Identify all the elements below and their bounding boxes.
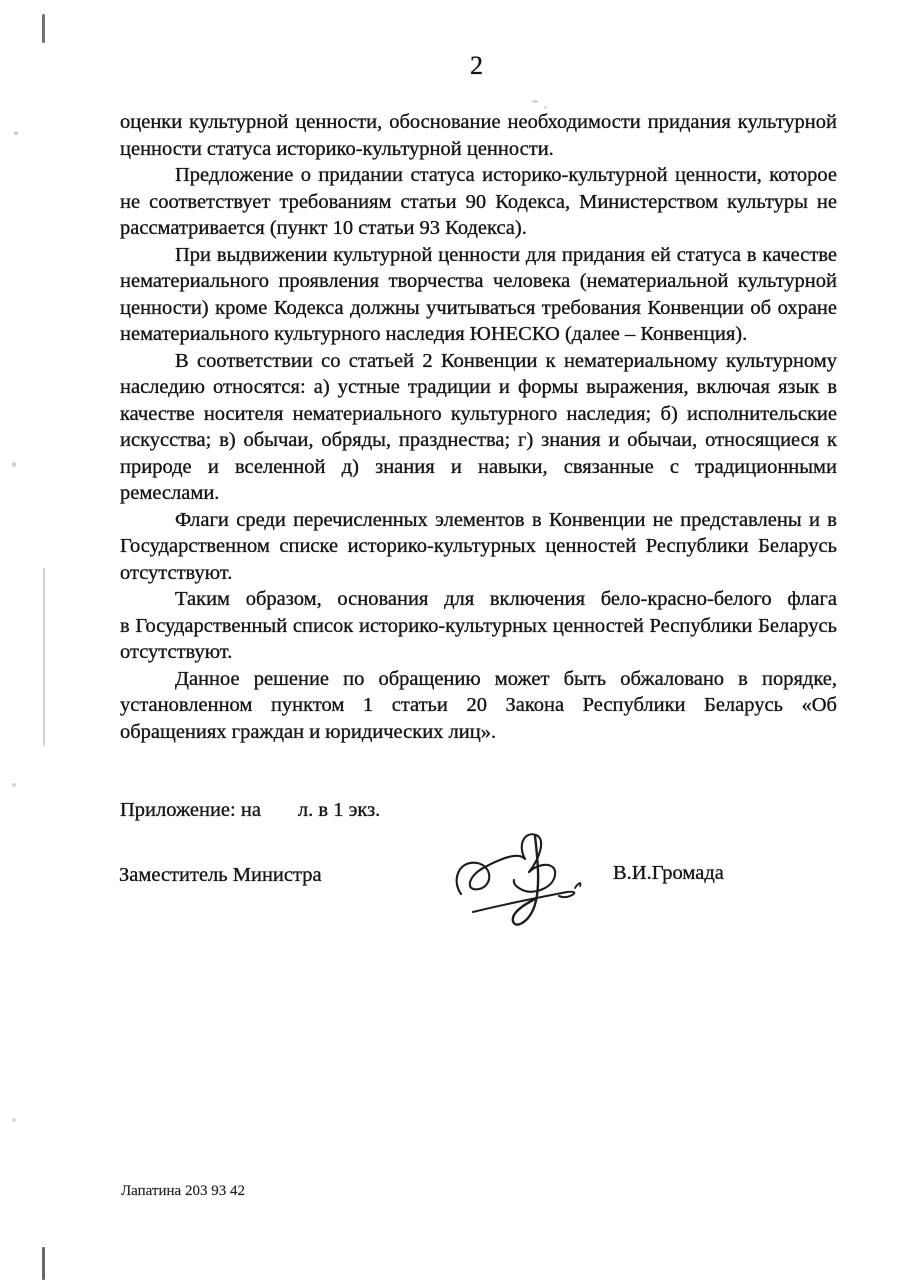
attachment-line (120, 799, 380, 822)
scan-artifact-speck (12, 783, 16, 787)
executor-contact: Лапатина 203 93 42 (121, 1183, 245, 1199)
scan-artifact-speck (12, 1118, 16, 1122)
scan-artifact-line-middle (43, 568, 45, 746)
handwritten-signature-icon (449, 830, 589, 930)
scan-artifact-speck (532, 100, 538, 103)
paragraph: Данное решение по обращению может быть обжаловано в порядке, установленном пунктом 1 статьи 20 Закона Республики Беларусь «Об обращениях граждан и юридических лиц». (120, 667, 837, 743)
scan-artifact-speck (12, 462, 16, 467)
scan-artifact-line-bottom (42, 1247, 45, 1280)
paragraph: В соответствии со статьей 2 Конвенции к нематериальному культурному наследию относятся: а) устные традиции и формы выражения, включая язык в качестве носителя нематериального культурного наследия; б) исполнительские искусства; в) обычаи, обряды, празднества; г) знания и обычаи, относящиеся к природе и вселенной д) знания и навыки, связанные с традиционными ремеслами. (120, 349, 837, 504)
paragraph: оценки культурной ценности, обоснование необходимости придания культурной ценности статуса историко-культурной ценности. (120, 111, 837, 160)
signatory-name: В.И.Громада (613, 862, 724, 884)
page-number: 2 (470, 51, 484, 80)
attachment-suffix: л. в 1 экз. (297, 799, 381, 821)
paragraph: Таким образом, основания для включения бело-красно-белого флага в Государственный список историко-культурных ценностей Республики Беларусь отсутствуют. (120, 588, 837, 663)
scan-artifact-dash-top (42, 14, 45, 43)
paragraph: Предложение о придании статуса историко-культурной ценности, которое не соответствует требованиям статьи 90 Кодекса, Министерством культуры не рассматривается (пункт 10 статьи 93 Кодекса). (120, 164, 837, 239)
scan-artifact-speck (14, 131, 18, 135)
signatory-title: Заместитель Министра (119, 864, 322, 886)
attachment-prefix: Приложение: на (120, 799, 261, 821)
paragraph: При выдвижении культурной ценности для придания ей статуса в качестве нематериального проявления творчества человека (нематериальной культурной ценности) кроме Кодекса должны учитываться требования Конвенции об охране нематериального культурного наследия ЮНЕСКО (далее – Конвенция). (120, 243, 837, 345)
document-paragraphs (120, 109, 837, 745)
paragraph: Флаги среди перечисленных элементов в Конвенции не представлены и в Государственном списке историко-культурных ценностей Республики Беларусь отсутствуют. (120, 508, 837, 584)
